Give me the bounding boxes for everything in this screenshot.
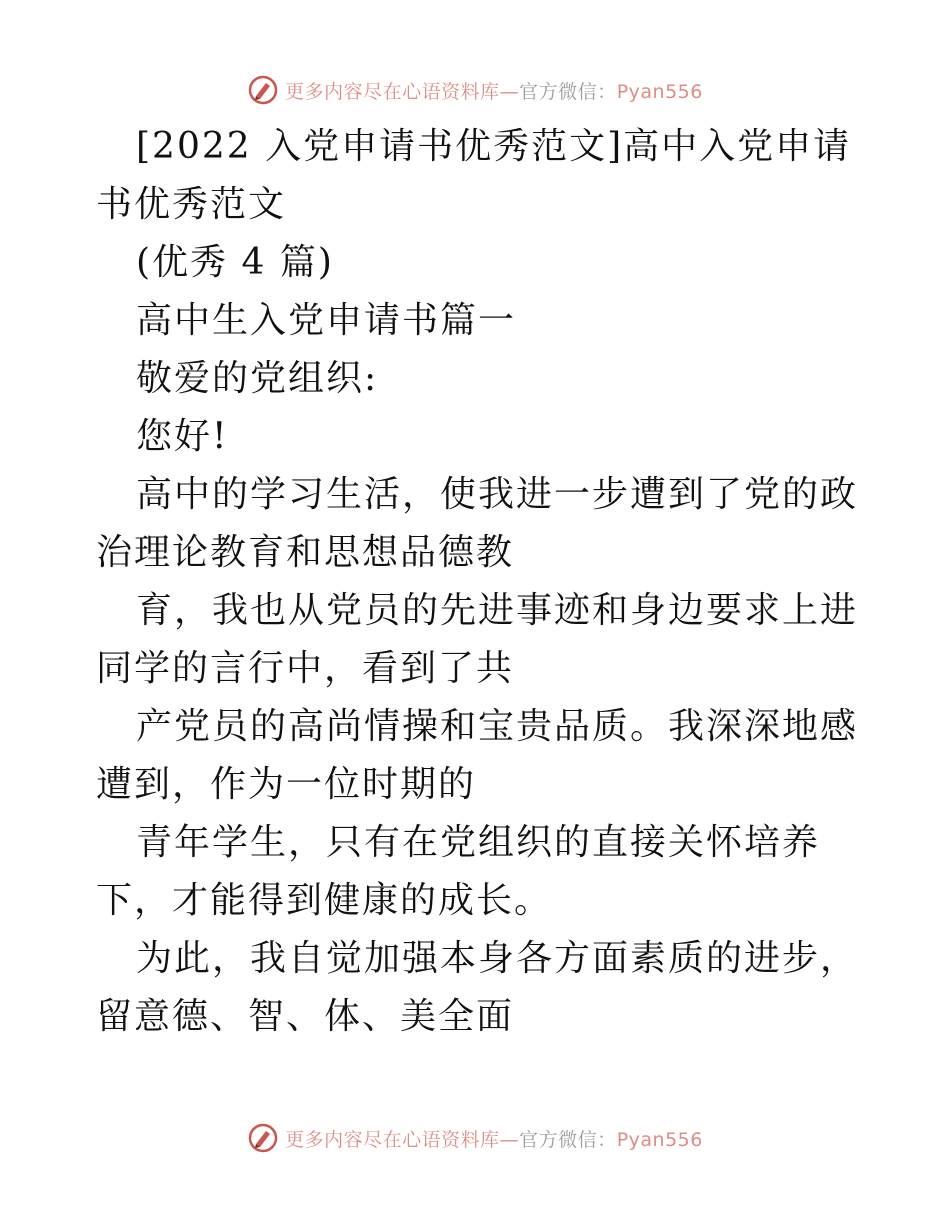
pen-logo-icon <box>247 1122 279 1154</box>
footer-watermark <box>0 1118 950 1158</box>
body-paragraph: 育，我也从党员的先进事迹和身边要求上进同学的言行中，看到了共 <box>96 590 859 689</box>
section-heading: 高中生入党申请书篇一 <box>136 300 517 341</box>
pen-logo-icon <box>247 74 279 106</box>
watermark-separator: — <box>499 80 520 103</box>
watermark-wechat-label: 官方微信： <box>519 1128 617 1151</box>
document-subtitle: (优秀 4 篇) <box>136 242 334 283</box>
watermark-separator: — <box>499 1128 520 1151</box>
document-body <box>96 118 866 1046</box>
body-paragraph: 青年学生，只有在党组织的直接关怀培养下，才能得到健康的成长。 <box>96 822 821 921</box>
watermark-wechat-label: 官方微信： <box>519 80 617 103</box>
header-watermark <box>0 70 950 110</box>
watermark-wechat-id: Pyan556 <box>616 1128 703 1151</box>
greeting: 您好! <box>136 416 229 457</box>
body-paragraph: 高中的学习生活，使我进一步遭到了党的政治理论教育和思想品德教 <box>96 474 859 573</box>
salutation: 敬爱的党组织: <box>136 358 379 399</box>
document-title: [2022 入党申请书优秀范文]高中入党申请书优秀范文 <box>96 126 852 225</box>
watermark-wechat-id: Pyan556 <box>616 80 703 103</box>
watermark-main-text: 更多内容尽在心语资料库 <box>285 80 500 103</box>
body-paragraph: 产党员的高尚情操和宝贵品质。我深深地感遭到，作为一位时期的 <box>96 706 859 805</box>
watermark-main-text: 更多内容尽在心语资料库 <box>285 1128 500 1151</box>
body-paragraph: 为此，我自觉加强本身各方面素质的进步，留意德、智、体、美全面 <box>96 938 859 1037</box>
